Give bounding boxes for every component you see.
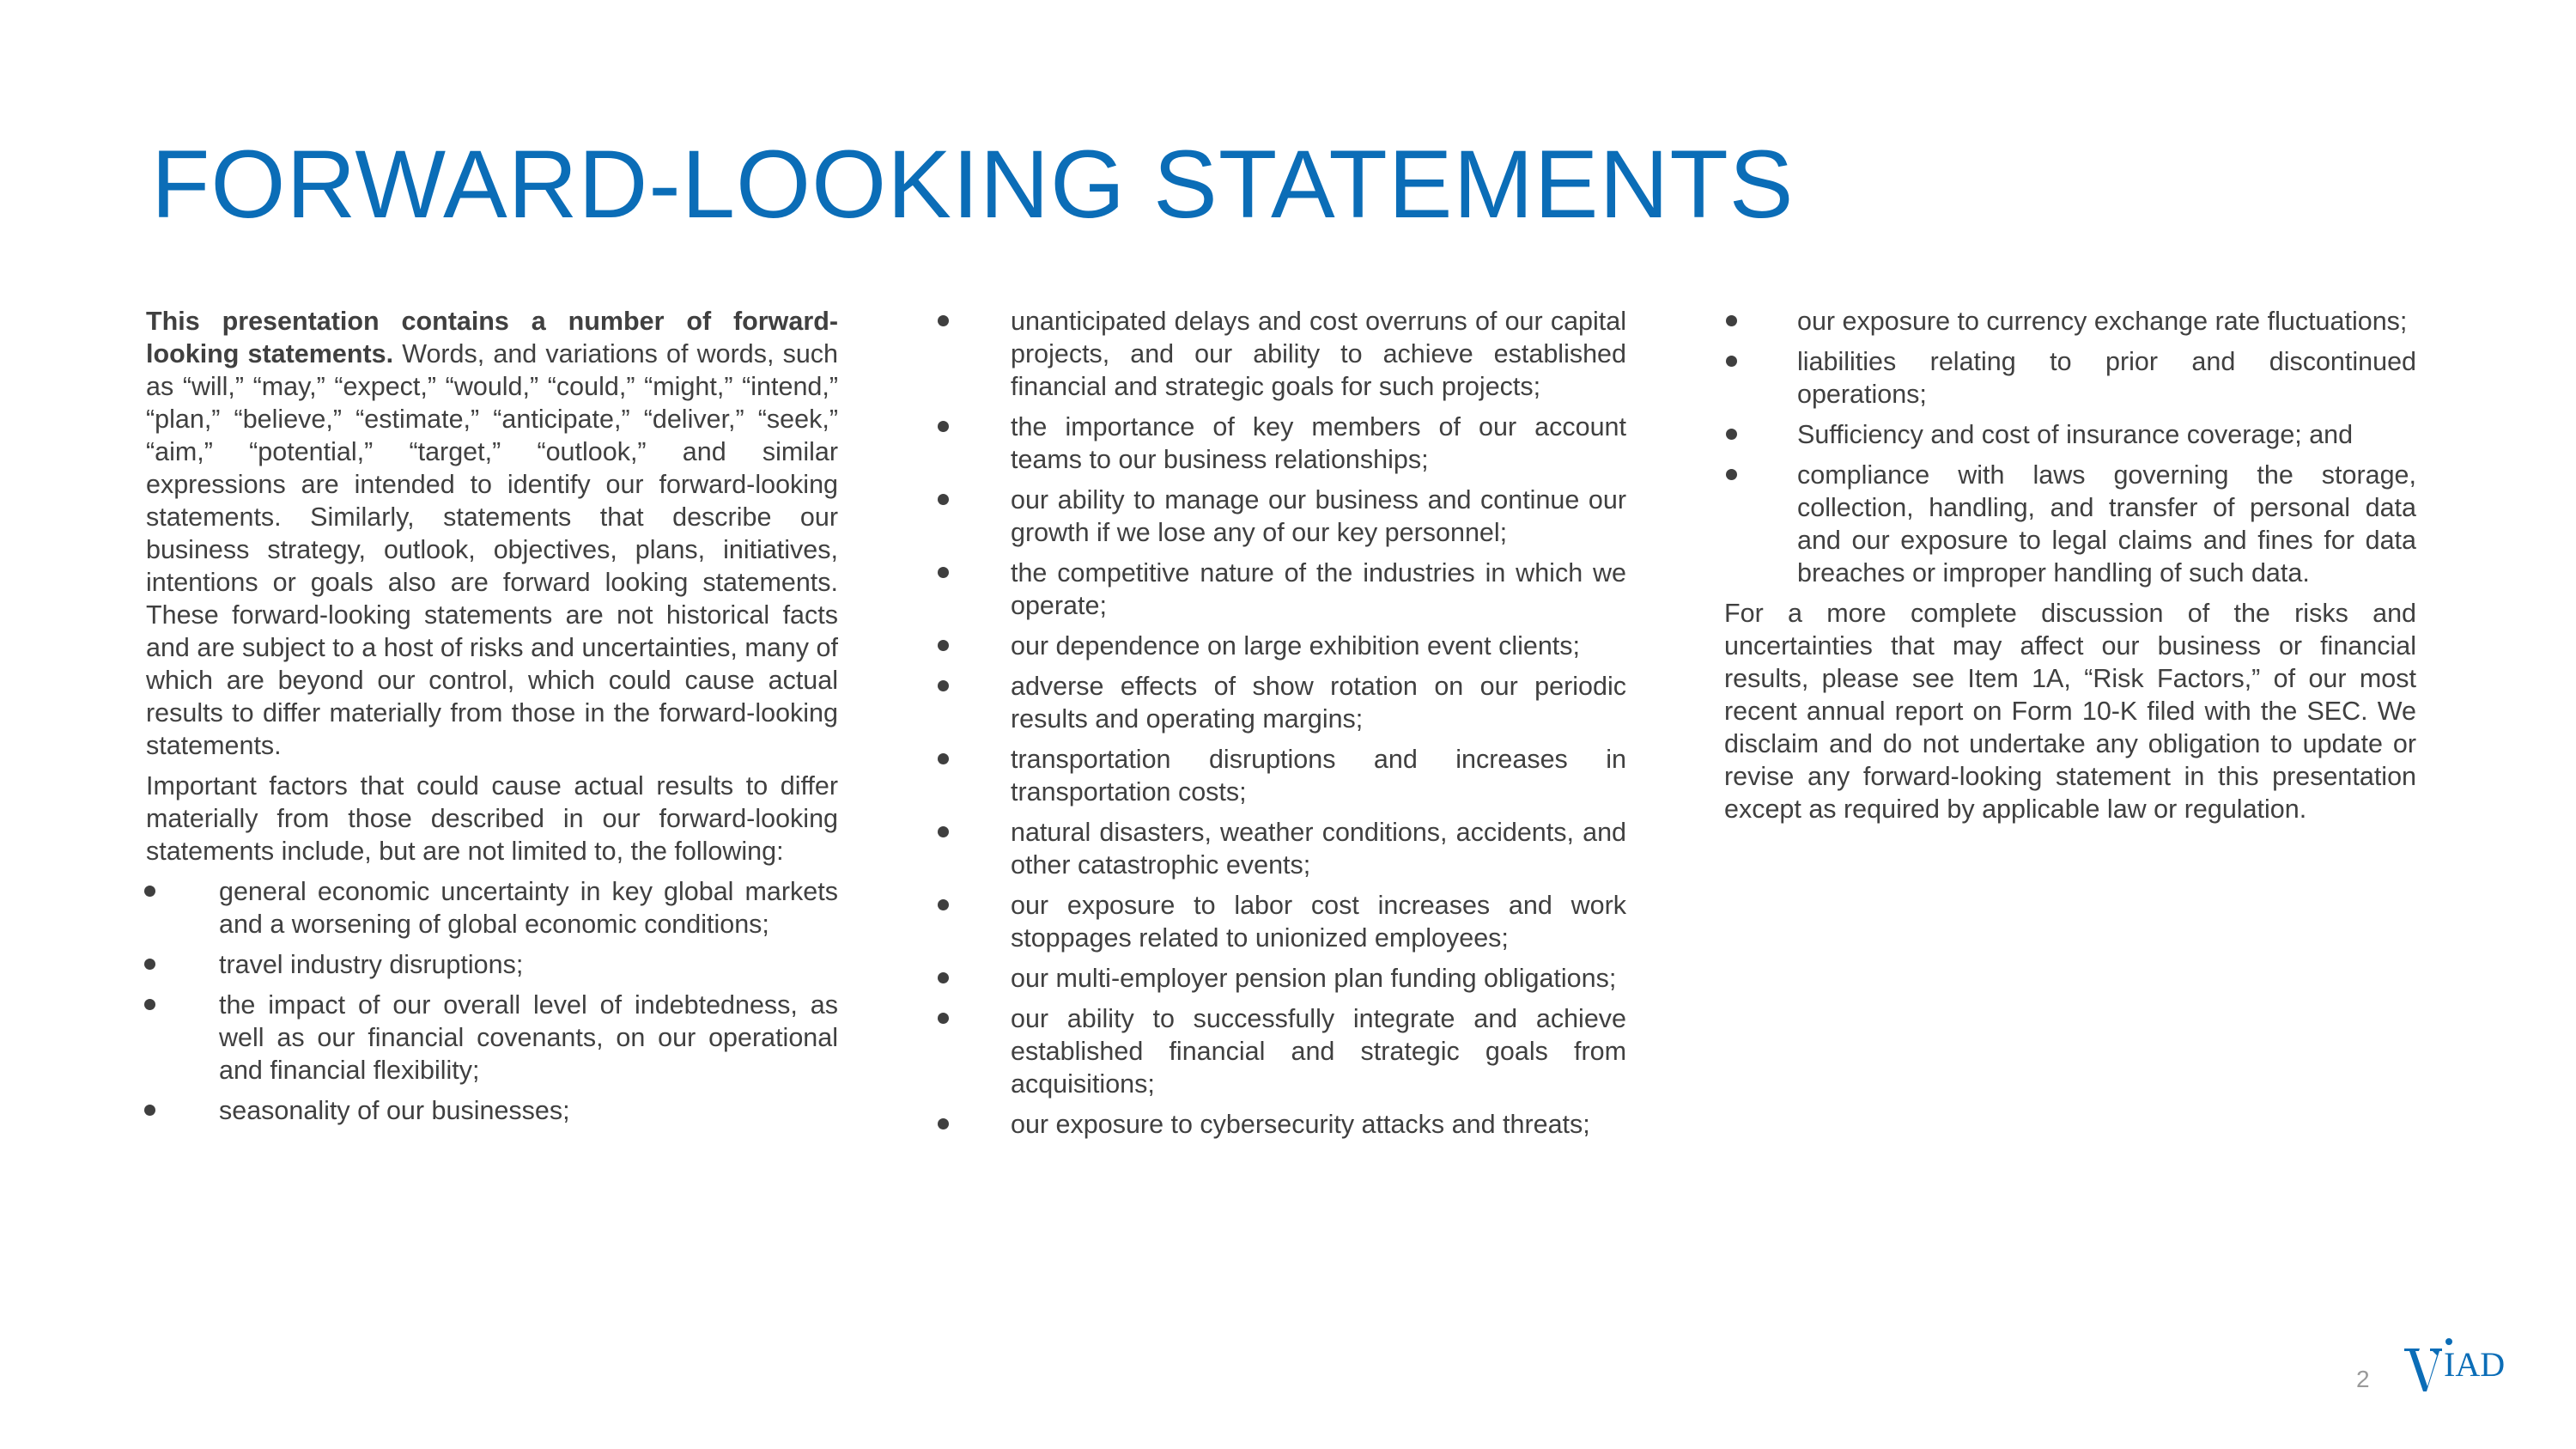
bullet-icon [938,315,949,326]
list-item: transportation disruptions and increases in transportation costs; [938,743,1626,808]
bullet-icon [938,1118,949,1129]
bullet-icon [1726,469,1737,480]
bullet-icon [1726,429,1737,440]
bullet-icon [144,959,155,970]
list-item: natural disasters, weather conditions, accidents, and other catastrophic events; [938,816,1626,881]
column-left [146,305,838,1135]
list-item: compliance with laws governing the storage, collection, handling, and transfer of personal data and our exposure to legal claims and fines for data breaches or improper handling of such data. [1724,459,2416,589]
column-middle [938,305,1626,1148]
risk-factor-list [1724,305,2416,589]
bullet-icon [938,680,949,691]
closing-paragraph: For a more complete discussion of the risks and uncertainties that may affect our business or financial results, please see Item 1A, “Risk Factors,” of our most recent annual report on Form 10-K filed with the SEC. We disclaim and do not undertake any obligation to update or revise any forward-looking statement in this presentation except as required by applicable law or regulation. [1724,599,2416,824]
bullet-icon [938,972,949,983]
factors-intro-paragraph: Important factors that could cause actual results to differ materially from those described in our forward-looking statements include, but are not limited to, the following: [146,771,838,866]
bullet-icon [938,640,949,651]
list-item: the competitive nature of the industries in which we operate; [938,557,1626,622]
slide-title: FORWARD-LOOKING STATEMENTS [151,131,1795,238]
bullet-icon [938,567,949,578]
bullet-icon [1726,315,1737,326]
viad-logo-icon [2404,1336,2524,1405]
list-item: unanticipated delays and cost overruns of our capital projects, and our ability to achieve established financial and strategic goals for such projects; [938,305,1626,403]
list-item: travel industry disruptions; [146,948,838,981]
list-item: our dependence on large exhibition event clients; [938,630,1626,662]
intro-text: Words, and variations of words, such as “will,” “may,” “expect,” “would,” “could,” “might,” “intend,” “plan,” “believe,” “estimate,” “anticipate,” “deliver,” “seek,” “aim,” “potential,” “target,” “outlook,” and similar expressions are intended to identify our forward-looking statements. Similarly, statements that describe our business strategy, outlook, objectives, plans, initiatives, intentions or goals also are forward looking statements. These forward-looking statements are not historical facts and are subject to a host of risks and uncertainties, many of which are beyond our control, which could cause actual results to differ materially from those in the forward-looking statements. [146,339,838,760]
list-item: seasonality of our businesses; [146,1094,838,1127]
list-item: our exposure to cybersecurity attacks and threats; [938,1108,1626,1141]
list-item: adverse effects of show rotation on our periodic results and operating margins; [938,670,1626,735]
list-item: the importance of key members of our account teams to our business relationships; [938,411,1626,476]
bullet-icon [938,494,949,505]
list-item: our exposure to labor cost increases and work stoppages related to unionized employees; [938,889,1626,954]
risk-factor-list [938,305,1626,1141]
intro-bold-text: This presentation contains a number of forward-looking statements. [146,307,838,368]
list-item: our multi-employer pension plan funding obligations; [938,962,1626,995]
intro-paragraph [146,305,838,762]
page-number: 2 [2356,1366,2370,1392]
bullet-icon [144,1105,155,1116]
bullet-icon [938,826,949,837]
bullet-icon [938,753,949,764]
svg-text:IAD: IAD [2444,1345,2506,1384]
bullet-icon [938,1013,949,1024]
list-item: the impact of our overall level of indebtedness, as well as our financial covenants, on our operational and financial flexibility; [146,989,838,1087]
list-item: Sufficiency and cost of insurance coverage; and [1724,418,2416,451]
list-item: our exposure to currency exchange rate fluctuations; [1724,305,2416,338]
bullet-icon [144,999,155,1010]
list-item: our ability to successfully integrate and achieve established financial and strategic goals from acquisitions; [938,1002,1626,1100]
column-right [1724,305,2416,833]
bullet-icon [144,886,155,897]
bullet-icon [1726,356,1737,367]
risk-factor-list [146,875,838,1127]
list-item: liabilities relating to prior and discontinued operations; [1724,345,2416,411]
list-item: general economic uncertainty in key global markets and a worsening of global economic conditions; [146,875,838,941]
bullet-icon [938,421,949,432]
bullet-icon [938,899,949,910]
list-item: our ability to manage our business and continue our growth if we lose any of our key personnel; [938,484,1626,549]
